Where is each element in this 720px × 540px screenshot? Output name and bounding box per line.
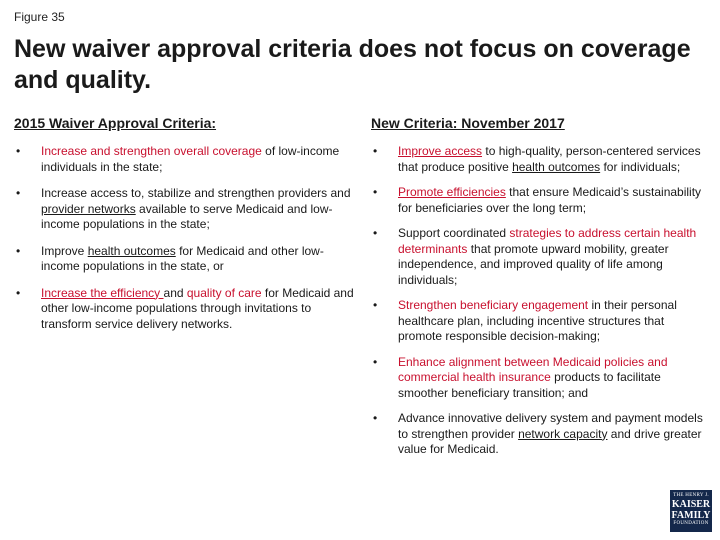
item-text: of low-income individuals in the state; (41, 144, 340, 174)
item-text: in their personal healthcare plan, including incentive structures that promote responsible decision-making; (398, 298, 677, 343)
bullet-icon: • (16, 243, 21, 258)
bullet-icon: • (373, 411, 378, 425)
item-text: that promote upward mobility, greater independence, and improved quality of life among individuals; (398, 241, 669, 287)
highlight-text: Promote efficiencies (398, 185, 506, 199)
item-text: for Medicaid and other low-income populations through invitations to transform service delivery networks. (41, 285, 354, 331)
underlined-text: network capacity (518, 426, 608, 441)
item-text: Support coordinated (398, 226, 510, 240)
underlined-text: provider networks (41, 201, 136, 216)
column-heading-2017: New Criteria: November 2017 (371, 115, 565, 131)
highlight-text: strategies to address certain health determinants (398, 226, 697, 256)
list-item (371, 298, 706, 345)
bullet-icon: • (373, 144, 378, 158)
bullet-icon: • (373, 298, 378, 312)
highlight-text: Increase and strengthen overall coverage (41, 144, 262, 158)
item-text: that ensure Medicaid’s sustainability for beneficiaries over the long term; (398, 185, 702, 215)
bullet-icon: • (373, 226, 378, 240)
bullet-icon: • (373, 185, 378, 199)
figure-label: Figure 35 (14, 10, 65, 24)
underlined-text: health outcomes (512, 159, 601, 174)
page-title: New waiver approval criteria does not focus on coverage and quality. (14, 35, 691, 94)
list-2015-criteria (14, 144, 354, 332)
highlight-text: Increase the efficiency (41, 285, 164, 300)
list-item (14, 286, 354, 333)
list-item (14, 186, 354, 233)
logo-line: KAISER (671, 499, 711, 510)
item-text: and (163, 285, 187, 300)
list-item (371, 355, 706, 402)
bullet-icon: • (16, 186, 21, 200)
list-item (371, 226, 706, 288)
list-item (14, 144, 354, 175)
logo-line: THE HENRY J. (673, 493, 709, 498)
underlined-text: health outcomes (87, 243, 176, 258)
logo-line: FAMILY (671, 510, 711, 521)
item-text: Improve (41, 243, 88, 258)
list-item (371, 411, 706, 458)
item-text: for Medicaid and other low-income populations in the state, or (41, 243, 324, 273)
highlight-text: Strengthen beneficiary engagement (398, 298, 589, 312)
item-text: Advance innovative delivery system and payment models to strengthen provider (398, 411, 703, 441)
bullet-icon: • (373, 354, 378, 369)
highlight-text: Enhance alignment between Medicaid policies and commercial health insurance (398, 354, 668, 384)
column-2017-criteria (371, 114, 706, 468)
item-text: products to facilitate smoother beneficiary transition; and (398, 370, 661, 400)
bullet-icon: • (16, 144, 21, 158)
item-text: Increase access to, stabilize and strengthen providers and (41, 186, 351, 200)
list-item (14, 244, 354, 275)
item-text: and drive greater value for Medicaid. (398, 426, 702, 456)
item-text: for individuals; (600, 159, 681, 174)
list-item (371, 185, 706, 216)
highlight-text: Improve access (398, 144, 483, 158)
column-2015-criteria (14, 114, 354, 343)
item-text: to high-quality, person-centered services that produce positive (398, 144, 701, 174)
bullet-icon: • (16, 285, 21, 300)
item-text: available to serve Medicaid and low-income populations in the state; (41, 201, 333, 231)
column-heading-2015: 2015 Waiver Approval Criteria: (14, 115, 217, 131)
kaiser-family-foundation-logo (670, 490, 712, 532)
highlight-text: quality of care (186, 285, 262, 300)
list-item (371, 144, 706, 175)
logo-line: FOUNDATION (673, 521, 709, 526)
list-2017-criteria (371, 144, 706, 458)
